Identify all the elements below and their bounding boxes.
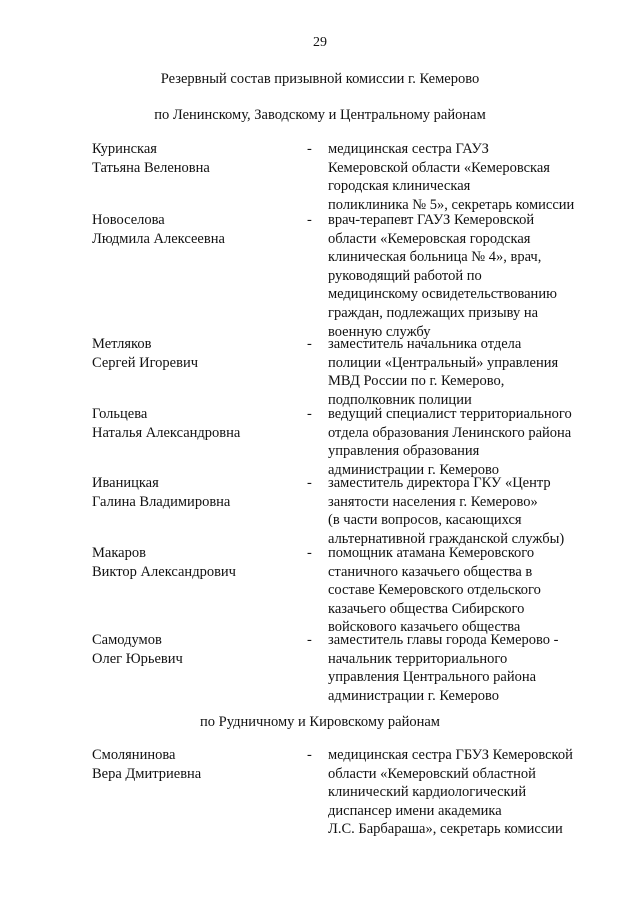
position-line: медицинская сестра ГБУЗ Кемеровской [328,747,573,763]
position-line: казачьего общества Сибирского [328,600,525,617]
member-name [92,746,292,783]
position-line: Л.С. Барбараша», секретарь комиссии [328,821,563,838]
member-given-names: Наталья Александровна [92,424,241,441]
member-position [328,746,604,839]
section-heading: по Ленинскому, Заводскому и Центральному районам [154,107,486,123]
member-surname: Смолянинова [92,747,176,763]
member-name [92,140,292,177]
member-name [92,335,292,372]
member-given-names: Вера Дмитриевна [92,765,202,782]
member-position [328,474,604,548]
member-surname: Новоселова [92,212,165,228]
position-line: клинический кардиологический [328,784,527,801]
member-given-names: Татьяна Веленовна [92,159,210,176]
position-line: начальник территориального [328,650,508,667]
entry-dash: - [307,545,312,561]
member-position [328,335,604,409]
position-line: области «Кемеровский областной [328,765,536,782]
member-position [328,631,604,705]
member-surname: Самодумов [92,632,162,648]
position-line: помощник атамана Кемеровского [328,545,535,561]
position-line: поликлиника № 5», секретарь комиссии [328,196,575,213]
member-name [92,474,292,511]
position-line: руководящий работой по [328,267,482,284]
position-line: ведущий специалист территориального [328,406,572,422]
entry-dash: - [307,141,312,157]
position-line: станичного казачьего общества в [328,563,533,580]
position-line: администрации г. Кемерово [328,687,500,704]
position-line: Кемеровской области «Кемеровская [328,159,550,176]
member-given-names: Сергей Игоревич [92,354,199,371]
position-line: клиническая больница № 4», врач, [328,249,542,266]
position-line: медицинская сестра ГАУЗ [328,141,489,157]
page-number: 29 [313,35,327,50]
member-position [328,211,604,341]
position-line: области «Кемеровская городская [328,230,531,247]
member-name [92,631,292,668]
member-surname: Метляков [92,336,152,352]
entry-dash: - [307,475,312,491]
position-line: полиции «Центральный» управления [328,354,559,371]
position-line: диспансер имени академика [328,802,502,819]
member-surname: Макаров [92,545,146,561]
section-heading: по Рудничному и Кировскому районам [200,714,440,730]
member-surname: Куринская [92,141,157,157]
position-line: управления образования [328,443,480,460]
entry-dash: - [307,406,312,422]
page-title: Резервный состав призывной комиссии г. Кемерово [160,71,480,87]
member-given-names: Виктор Александрович [92,563,236,580]
position-line: войскового казачьего общества [328,619,521,636]
member-given-names: Олег Юрьевич [92,650,183,667]
member-surname: Иваницкая [92,475,159,491]
position-line: составе Кемеровского отдельского [328,582,541,599]
position-line: врач-терапевт ГАУЗ Кемеровской [328,212,535,228]
position-line: занятости населения г. Кемерово» [328,493,538,510]
position-line: подполковник полиции [328,391,472,408]
member-surname: Гольцева [92,406,148,422]
member-given-names: Галина Владимировна [92,493,231,510]
entry-dash: - [307,212,312,228]
member-given-names: Людмила Алексеевна [92,230,225,247]
position-line: граждан, подлежащих призыву на [328,304,539,321]
position-line: медицинскому освидетельствованию [328,286,557,303]
entry-dash: - [307,336,312,352]
position-line: (в части вопросов, касающихся [328,512,522,529]
entry-dash: - [307,632,312,648]
member-name [92,211,292,248]
position-line: заместитель главы города Кемерово - [328,632,559,648]
position-line: военную службу [328,323,431,340]
member-position [328,544,604,637]
position-line: МВД России по г. Кемерово, [328,373,505,390]
position-line: отдела образования Ленинского района [328,424,572,441]
position-line: заместитель начальника отдела [328,336,522,352]
member-name [92,544,292,581]
entry-dash: - [307,747,312,763]
position-line: управления Центрального района [328,669,537,686]
position-line: заместитель директора ГКУ «Центр [328,475,551,491]
position-line: администрации г. Кемерово [328,461,500,478]
position-line: альтернативной гражданской службы) [328,530,565,547]
member-position [328,140,604,214]
member-name [92,405,292,442]
position-line: городская клиническая [328,178,471,195]
member-position [328,405,604,479]
